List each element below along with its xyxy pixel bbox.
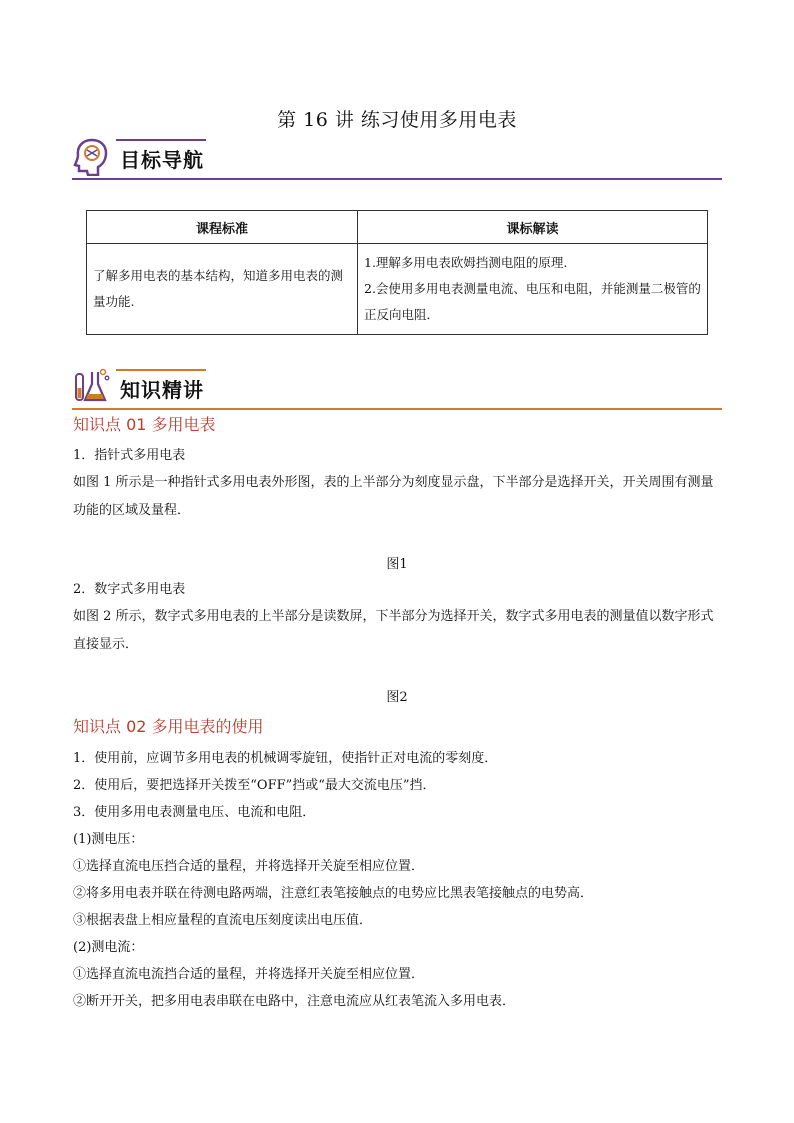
header-rule [72, 178, 722, 180]
figure-caption: 图1 [386, 557, 408, 572]
table-cell-standard: 了解多用电表的基本结构，知道多用电表的测量功能. [87, 244, 358, 335]
paragraph-title: 1．指针式多用电表 [73, 448, 186, 463]
table-row [87, 244, 708, 335]
list-item: 2．使用后，要把选择开关拨至“OFF”挡或“最大交流电压”挡． [73, 778, 436, 793]
header-rule [72, 408, 722, 410]
figure-caption: 图2 [386, 690, 408, 705]
paragraph-text: 如图 2 所示，数字式多用电表的上半部分是读数屏，下半部分为选择开关，数字式多用电表的测量值以数字形式直接显示． [73, 609, 714, 652]
knowledge-point-heading: 知识点 02 多用电表的使用 [73, 717, 264, 736]
table-header-row [87, 211, 708, 244]
list-item: (2)测电流： [73, 940, 144, 955]
list-item: ②将多用电表并联在待测电路两端，注意红表笔接触点的电势应比黑表笔接触点的电势高． [73, 886, 594, 901]
knowledge-point-heading: 知识点 01 多用电表 [73, 415, 216, 434]
table-header-interpretation: 课标解读 [358, 211, 708, 244]
section-header-knowledge [72, 366, 722, 410]
interpretation-item: 1.理解多用电表欧姆挡测电阻的原理. [364, 255, 568, 270]
paragraph-text: 如图 1 所示是一种指针式多用电表外形图，表的上半部分为刻度显示盘，下半部分是选择开关，开关周围有测量功能的区域及量程． [73, 475, 714, 518]
list-item: ③根据表盘上相应量程的直流电压刻度读出电压值． [73, 913, 373, 928]
list-item: ①选择直流电压挡合适的量程，并将选择开关旋至相应位置． [73, 859, 425, 874]
list-item: 3．使用多用电表测量电压、电流和电阻． [73, 805, 316, 820]
table-cell-interpretation [358, 244, 708, 335]
header-topline [116, 139, 206, 141]
list-item: (1)测电压： [73, 832, 144, 847]
flask-icon [72, 366, 112, 406]
header-topline [116, 369, 206, 371]
list-item: ②断开开关，把多用电表串联在电路中，注意电流应从红表笔流入多用电表． [73, 994, 516, 1009]
table-header-standard: 课程标准 [87, 211, 358, 244]
page-title: 第 16 讲 练习使用多用电表 [277, 109, 517, 131]
list-item: ①选择直流电流挡合适的量程，并将选择开关旋至相应位置． [73, 967, 425, 982]
head-brain-icon [72, 136, 112, 176]
section-title: 知识精讲 [120, 378, 204, 402]
curriculum-table [86, 210, 708, 335]
paragraph-title: 2．数字式多用电表 [73, 582, 186, 597]
interpretation-item: 2.会使用多用电表测量电流、电压和电阻，并能测量二极管的正反向电阻． [364, 281, 701, 322]
section-header-goals [72, 136, 722, 180]
list-item: 1．使用前，应调节多用电表的机械调零旋钮，使指针正对电流的零刻度． [73, 751, 498, 766]
section-title: 目标导航 [120, 148, 204, 172]
